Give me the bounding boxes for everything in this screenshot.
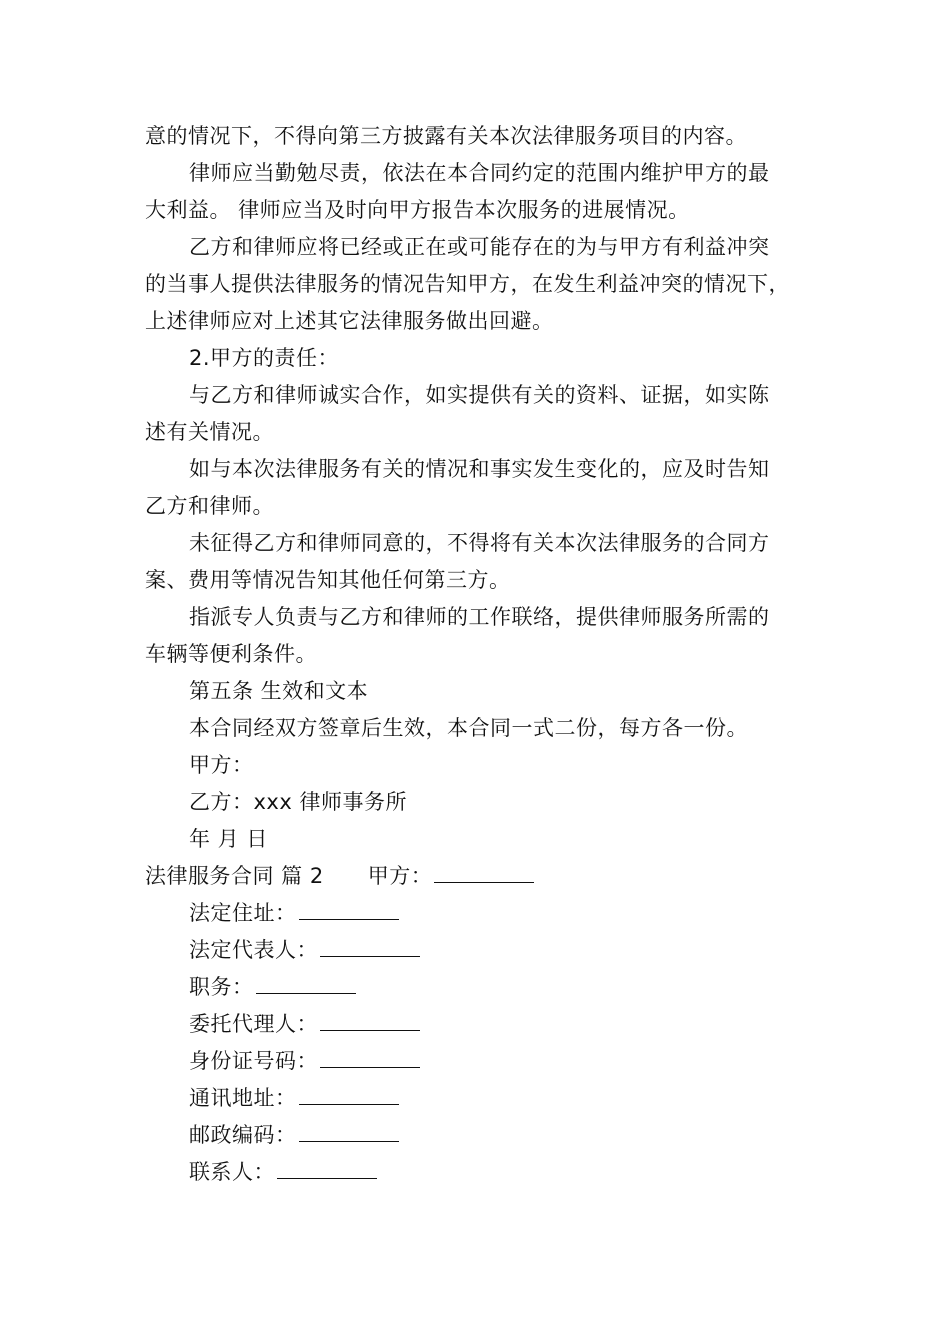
contract-2-title: 法律服务合同 篇 2 — [145, 864, 324, 888]
field-row — [145, 932, 825, 969]
paragraph-line: 上述律师应对上述其它法律服务做出回避。 — [145, 309, 554, 333]
field-row — [145, 1006, 825, 1043]
field-row — [145, 1043, 825, 1080]
field-row — [145, 1117, 825, 1154]
document-page — [145, 118, 825, 1191]
party-a-signature: 甲方： — [189, 753, 254, 777]
paragraph-line: 本合同经双方签章后生效，本合同一式二份，每方各一份。 — [189, 716, 748, 740]
field-label: 联系人： — [189, 1160, 275, 1184]
field-label: 通讯地址： — [189, 1086, 297, 1110]
field-label: 委托代理人： — [189, 1012, 318, 1036]
position-blank[interactable] — [256, 971, 356, 994]
postal-code-blank[interactable] — [299, 1119, 399, 1142]
paragraph-line: 意的情况下，不得向第三方披露有关本次法律服务项目的内容。 — [145, 124, 747, 148]
field-row — [145, 1154, 825, 1191]
paragraph-line: 案、费用等情况告知其他任何第三方。 — [145, 568, 511, 592]
party-a-blank[interactable] — [434, 860, 534, 883]
paragraph-line: 指派专人负责与乙方和律师的工作联络，提供律师服务所需的 — [189, 605, 770, 629]
paragraph-line: 未征得乙方和律师同意的，不得将有关本次法律服务的合同方 — [189, 531, 770, 555]
id-number-blank[interactable] — [320, 1045, 420, 1068]
date-line: 年 月 日 — [189, 827, 268, 851]
address-blank[interactable] — [299, 897, 399, 920]
field-row — [145, 895, 825, 932]
mailing-address-blank[interactable] — [299, 1082, 399, 1105]
field-label: 身份证号码： — [189, 1049, 318, 1073]
party-a-label: 甲方： — [367, 864, 433, 888]
field-row — [145, 1080, 825, 1117]
paragraph-line: 大利益。 律师应当及时向甲方报告本次服务的进展情况。 — [145, 198, 690, 222]
paragraph-line: 乙方和律师。 — [145, 494, 274, 518]
field-row — [145, 969, 825, 1006]
paragraph-line: 车辆等便利条件。 — [145, 642, 317, 666]
paragraph-line: 的当事人提供法律服务的情况告知甲方，在发生利益冲突的情况下， — [145, 272, 790, 296]
paragraph-line: 述有关情况。 — [145, 420, 274, 444]
paragraph-line: 与乙方和律师诚实合作，如实提供有关的资料、证据，如实陈 — [189, 383, 770, 407]
field-label: 邮政编码： — [189, 1123, 297, 1147]
party-b-signature: 乙方：xxx 律师事务所 — [189, 790, 407, 814]
paragraph-line: 律师应当勤勉尽责，依法在本合同约定的范围内维护甲方的最 — [189, 161, 770, 185]
field-label: 法定代表人： — [189, 938, 318, 962]
legal-rep-blank[interactable] — [320, 934, 420, 957]
section-heading: 2.甲方的责任： — [189, 346, 340, 370]
paragraph-line: 如与本次法律服务有关的情况和事实发生变化的，应及时告知 — [189, 457, 770, 481]
agent-blank[interactable] — [320, 1008, 420, 1031]
article-heading: 第五条 生效和文本 — [189, 679, 369, 703]
field-label: 职务： — [189, 975, 254, 999]
paragraph-line: 乙方和律师应将已经或正在或可能存在的为与甲方有利益冲突 — [189, 235, 770, 259]
contract-2-header — [145, 858, 825, 895]
contact-blank[interactable] — [277, 1156, 377, 1179]
field-label: 法定住址： — [189, 901, 297, 925]
